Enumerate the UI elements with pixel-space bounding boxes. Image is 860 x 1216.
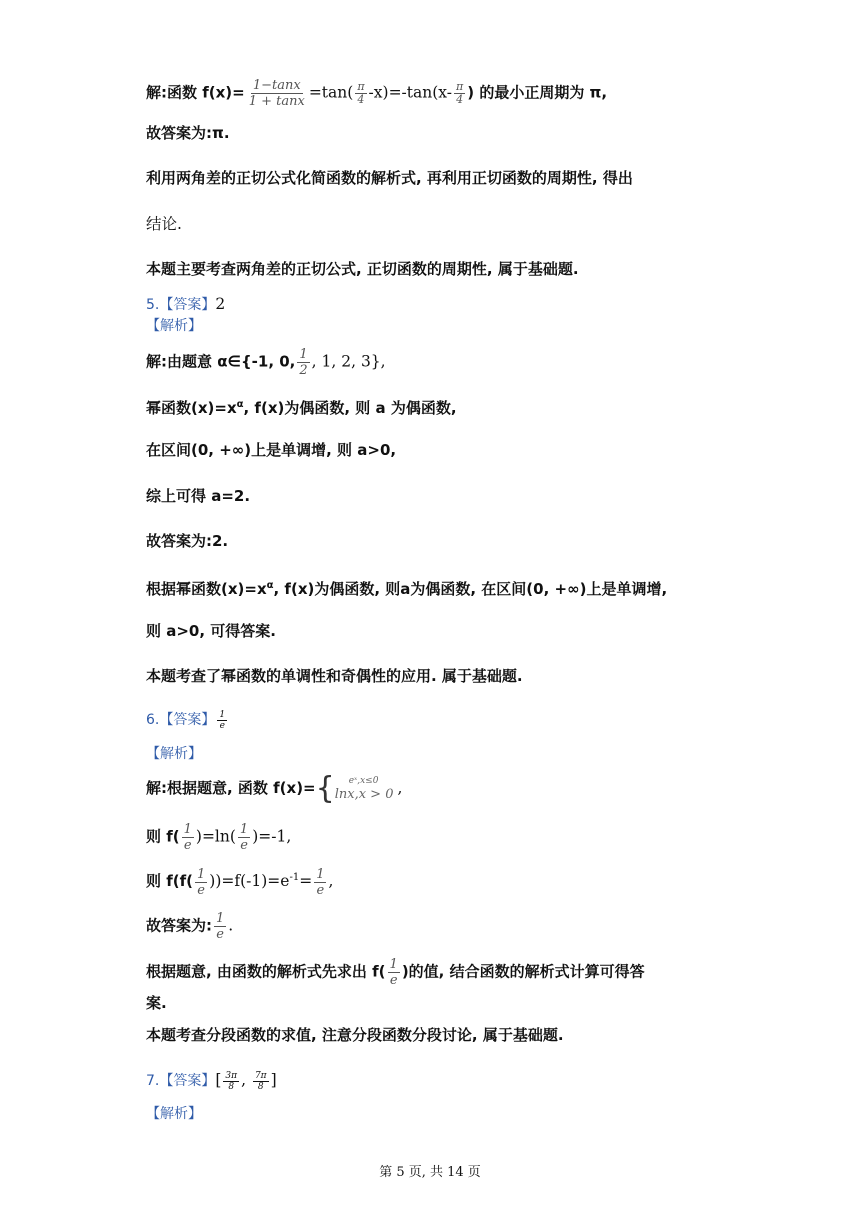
text: . [228, 916, 234, 935]
fraction-numerator: 1 [316, 866, 325, 882]
text: 幂函数(x)=x [146, 399, 237, 417]
fraction [355, 81, 366, 106]
q5-line-6 [146, 574, 667, 601]
text: )=ln( [195, 827, 236, 846]
fraction-numerator: π [357, 80, 365, 93]
q5-line-8: 本题考查了幂函数的单调性和奇偶性的应用. 属于基础题. [146, 667, 523, 685]
fraction-denominator: e [219, 720, 225, 731]
text: ) 的最小正周期为 π, [467, 83, 608, 102]
q6-line-6: 案. [146, 994, 167, 1012]
q6-answer [146, 707, 229, 732]
fraction-denominator: 2 [299, 363, 308, 378]
q5-line-1 [146, 347, 386, 378]
fraction-denominator: e [183, 838, 192, 853]
fraction-denominator: 4 [357, 93, 365, 106]
answer-value: 2 [215, 295, 226, 313]
q7-jiexi-label: 【解析】 [146, 1106, 202, 1122]
fraction [223, 1071, 239, 1092]
fraction-numerator: 1 [239, 822, 249, 837]
fraction-numerator: π [456, 80, 464, 93]
fraction-numerator: 1−tanx [252, 78, 301, 93]
fraction [297, 347, 309, 378]
superscript: α [236, 399, 244, 410]
question-number: 5. [146, 297, 160, 313]
q6-line-1 [146, 771, 403, 806]
text: ] [270, 1071, 277, 1089]
text: 根据题意, 由函数的解析式先求出 f( [146, 962, 386, 981]
text: = [299, 872, 313, 891]
solution-line-1 [146, 78, 607, 109]
fraction-denominator: e [216, 927, 224, 942]
text: 则 f( [146, 827, 180, 846]
fraction-denominator: 8 [257, 1081, 264, 1092]
fraction-numerator: 1 [183, 822, 192, 837]
fraction [238, 822, 250, 853]
fraction-numerator: 1 [219, 709, 226, 720]
text: 则 f(f( [146, 872, 193, 891]
fraction-denominator: e [389, 973, 398, 988]
text: 根据幂函数(x)=x [146, 580, 267, 598]
text: , f(x)为偶函数, 则a为偶函数, 在区间(0, +∞)上是单调增, [273, 580, 668, 598]
text: , [328, 872, 334, 891]
fraction-numerator: 1 [299, 347, 308, 362]
text: )=-1, [252, 827, 292, 846]
page-footer: 第 5 页, 共 14 页 [379, 1165, 481, 1180]
superscript: α [266, 580, 274, 591]
analysis-line: 利用两角差的正切公式化简函数的解析式, 再利用正切函数的周期性, 得出 [146, 169, 633, 187]
q5-jiexi-label: 【解析】 [146, 318, 202, 334]
fraction-numerator: 1 [389, 957, 398, 972]
question-number: 6. [146, 712, 160, 728]
fraction-numerator: 3π [225, 1070, 238, 1081]
fraction-denominator: e [197, 882, 205, 898]
fraction [214, 911, 226, 942]
q7-answer [146, 1068, 277, 1093]
answer-label: 【答案】 [159, 1073, 216, 1089]
text: 故答案为: [146, 916, 212, 935]
q6-line-7: 本题考查分段函数的求值, 注意分段函数分段讨论, 属于基础题. [146, 1026, 564, 1044]
fraction-denominator: 8 [228, 1081, 235, 1092]
question-number: 7. [146, 1073, 160, 1089]
answer-line: 故答案为:π. [146, 124, 230, 142]
text: )的值, 结合函数的解析式计算可得答 [401, 962, 645, 981]
left-brace-icon: { [315, 771, 335, 806]
fraction-denominator: e [316, 882, 325, 898]
answer-label: 【答案】 [159, 712, 216, 728]
text: 解:函数 f(x)= [146, 83, 245, 102]
case-1: eˣ,x≤0 [348, 776, 379, 786]
fraction [195, 867, 207, 898]
text: -x)=-tan(x- [368, 83, 453, 102]
superscript: -1 [289, 872, 300, 883]
fraction [454, 81, 465, 106]
q6-line-2 [146, 822, 291, 853]
text: , 1, 2, 3}, [311, 352, 386, 371]
fraction-denominator: 4 [456, 93, 464, 106]
answer-fraction [217, 710, 227, 731]
q5-line-7: 则 a>0, 可得答案. [146, 622, 276, 640]
q5-line-5: 故答案为:2. [146, 532, 229, 550]
q5-line-2 [146, 393, 457, 420]
case-2: lnx,x > 0 [334, 787, 394, 802]
fraction [314, 867, 326, 898]
q5-line-3: 在区间(0, +∞)上是单调增, 则 a>0, [146, 441, 397, 459]
fraction [253, 1071, 269, 1092]
fraction-numerator: 1 [197, 866, 206, 882]
piecewise-cases [335, 776, 394, 802]
fraction-numerator: 7π [254, 1070, 267, 1081]
text: , [241, 1071, 247, 1089]
text: =tan( [308, 83, 354, 102]
text: ))=f(-1)=e [209, 872, 290, 891]
fraction-numerator: 1 [216, 911, 225, 926]
answer-label: 【答案】 [159, 297, 216, 313]
q5-line-4: 综上可得 a=2. [146, 487, 251, 505]
q6-line-3 [146, 866, 333, 898]
text: , f(x)为偶函数, 则 a 为偶函数, [243, 399, 457, 417]
text: 解:根据题意, 函数 f(x)= [146, 779, 316, 797]
fraction-denominator: e [240, 838, 248, 853]
q6-line-4 [146, 911, 233, 942]
q6-jiexi-label: 【解析】 [146, 746, 202, 762]
fraction [247, 78, 307, 109]
fraction [388, 957, 400, 988]
q6-line-5 [146, 957, 645, 988]
comment-line: 本题主要考查两角差的正切公式, 正切函数的周期性, 属于基础题. [146, 260, 579, 278]
fraction [182, 822, 194, 853]
text: [ [215, 1071, 222, 1089]
text: , [397, 779, 403, 797]
fraction-denominator: 1 + tanx [248, 94, 305, 109]
text: 解:由题意 α∈{-1, 0, [146, 352, 296, 371]
analysis-line-cont: 结论. [146, 215, 182, 233]
